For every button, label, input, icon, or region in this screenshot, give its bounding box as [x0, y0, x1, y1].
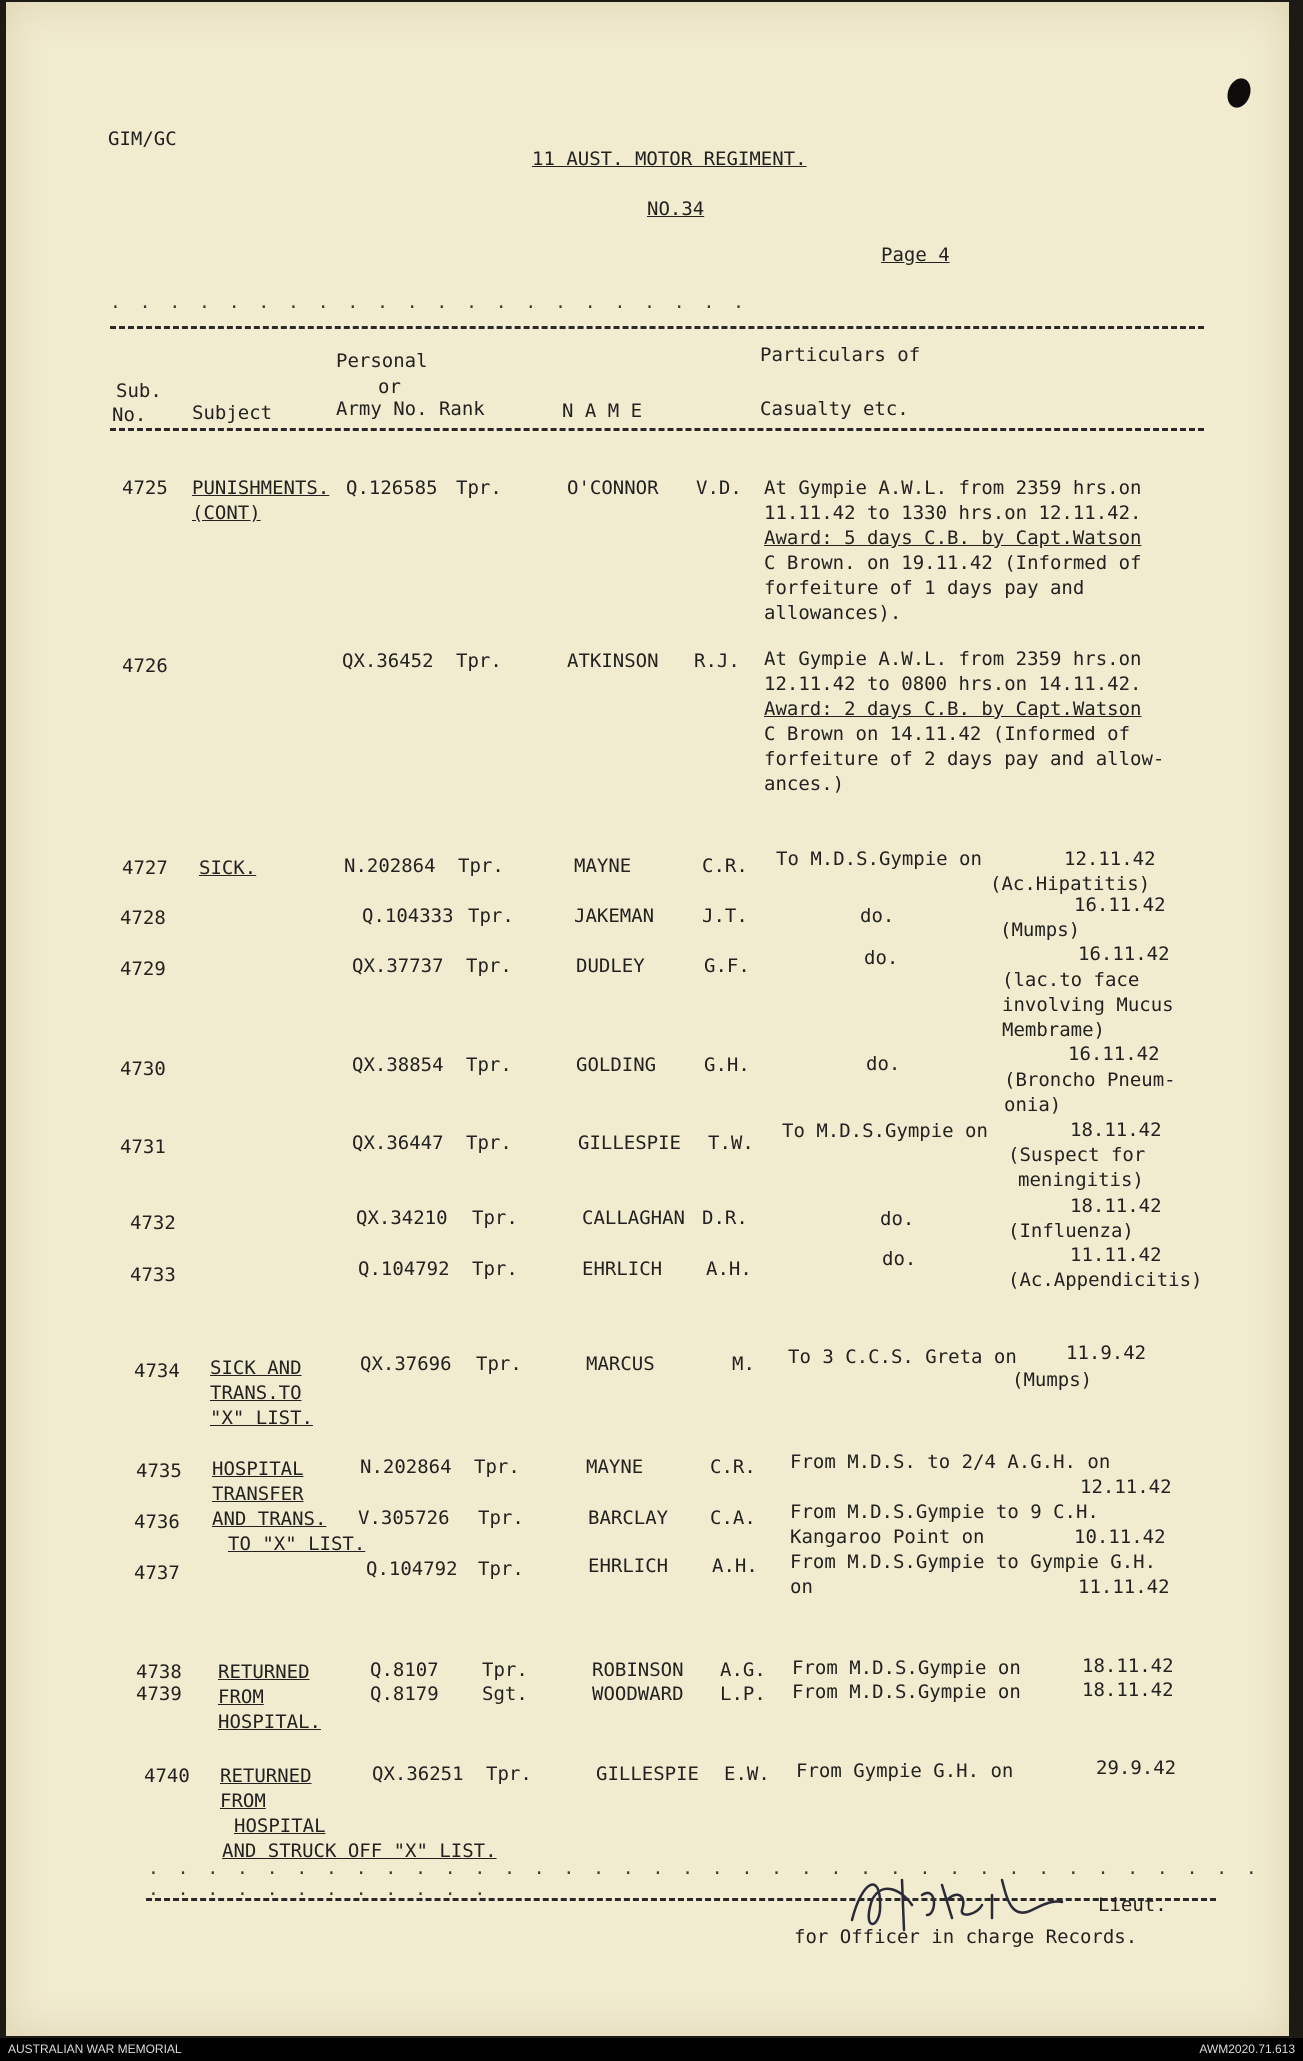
particulars-line: From Gympie G.H. on	[796, 1760, 1014, 1782]
surname: BARCLAY	[588, 1507, 669, 1529]
archive-item-id: AWM2020.71.613	[1199, 2042, 1295, 2056]
column-header-rule	[110, 428, 1204, 431]
army-no: QX.37737	[352, 955, 444, 977]
initials: M.	[732, 1353, 755, 1375]
particulars-line: From M.D.S. to 2/4 A.G.H. on	[790, 1451, 1111, 1473]
particulars-diagnosis: (lac.to face	[1002, 969, 1140, 991]
particulars-line: Kangaroo Point on	[790, 1526, 985, 1548]
entry-no: 4729	[120, 958, 166, 980]
army-no: V.305726	[358, 1507, 450, 1529]
entry-no: 4733	[130, 1264, 176, 1286]
army-no: N.202864	[344, 855, 436, 877]
col-or-label: or	[378, 376, 401, 398]
army-no: QX.36251	[372, 1763, 464, 1785]
particulars-date: 12.11.42	[1080, 1476, 1172, 1498]
initials: D.R.	[702, 1207, 748, 1229]
particulars-line: C Brown. on 19.11.42 (Informed of	[764, 552, 1142, 574]
particulars-diagnosis: (Suspect for	[1008, 1144, 1146, 1166]
army-no: QX.36447	[352, 1132, 444, 1154]
surname: GILLESPIE	[578, 1132, 681, 1154]
initials: C.R.	[710, 1456, 756, 1478]
entry-no: 4728	[120, 907, 166, 929]
particulars-line: To 3 C.C.S. Greta on	[788, 1346, 1017, 1368]
archive-footer	[0, 2038, 1303, 2061]
entry-no: 4725	[122, 477, 168, 499]
surname: JAKEMAN	[574, 905, 655, 927]
particulars-date: 16.11.42	[1078, 943, 1170, 965]
army-no: Q.104333	[362, 905, 454, 927]
particulars-date: 16.11.42	[1074, 894, 1166, 916]
particulars-diagnosis: (Broncho Pneum-	[1004, 1069, 1176, 1091]
surname: MAYNE	[574, 855, 632, 877]
particulars-date: 12.11.42	[1064, 848, 1156, 870]
particulars-date: 10.11.42	[1074, 1526, 1166, 1548]
particulars-ditto: do.	[882, 1248, 917, 1270]
initials: E.W.	[724, 1763, 770, 1785]
rank: Sgt.	[482, 1683, 528, 1705]
surname: EHRLICH	[582, 1258, 663, 1280]
surname: WOODWARD	[592, 1683, 684, 1705]
dotted-separator: . . . . . . . . . . . . . . . . . . . . . .	[110, 292, 748, 313]
entry-no: 4740	[144, 1765, 190, 1787]
particulars-date: 11.11.42	[1070, 1244, 1162, 1266]
initials: C.A.	[710, 1507, 756, 1529]
army-no: QX.36452	[342, 650, 434, 672]
initials: T.W.	[708, 1132, 754, 1154]
subject-punishments: PUNISHMENTS.	[192, 477, 330, 499]
entry-no: 4734	[134, 1360, 180, 1382]
particulars-diagnosis: (Mumps)	[1000, 919, 1081, 941]
particulars-ditto: do.	[866, 1053, 901, 1075]
subject-sick-trans-2: TRANS.TO	[210, 1382, 302, 1404]
particulars-diagnosis: (Ac.Hipatitis)	[990, 873, 1151, 895]
army-no: QX.37696	[360, 1353, 452, 1375]
particulars-line: 11.11.42 to 1330 hrs.on 12.11.42.	[764, 502, 1142, 524]
subject-returned-1: RETURNED	[218, 1661, 310, 1683]
rank: Tpr.	[472, 1258, 518, 1280]
initials: C.R.	[702, 855, 748, 877]
particulars-date: 18.11.42	[1070, 1195, 1162, 1217]
subject-returned-struck-4: AND STRUCK OFF "X" LIST.	[222, 1840, 497, 1862]
surname: ROBINSON	[592, 1659, 684, 1681]
subject-returned-struck-1: RETURNED	[220, 1765, 312, 1787]
surname: DUDLEY	[576, 955, 645, 977]
particulars-line: From M.D.S.Gympie to Gympie G.H.	[790, 1551, 1157, 1573]
surname: CALLAGHAN	[582, 1207, 685, 1229]
punch-hole-mark	[1224, 75, 1255, 111]
col-particulars-label: Particulars of	[760, 344, 921, 366]
particulars-ditto: do.	[860, 905, 895, 927]
particulars-diagnosis: involving Mucus	[1002, 994, 1174, 1016]
entry-no: 4727	[122, 857, 168, 879]
particulars-diagnosis: onia)	[1004, 1094, 1062, 1116]
subject-sick-trans-3: "X" LIST.	[210, 1407, 313, 1429]
rank: Tpr.	[466, 1132, 512, 1154]
particulars-date: 18.11.42	[1070, 1119, 1162, 1141]
col-sub-label: Sub.	[116, 380, 162, 402]
subject-hospital-transfer-2: TRANSFER	[212, 1483, 304, 1505]
page-number: Page 4	[881, 244, 950, 266]
army-no: Q.126585	[346, 477, 438, 499]
particulars-diagnosis: Membrame)	[1002, 1019, 1105, 1041]
subject-returned-2: FROM	[218, 1686, 264, 1708]
entry-no: 4726	[122, 655, 168, 677]
header-rule	[110, 326, 1204, 329]
rank: Tpr.	[478, 1507, 524, 1529]
entry-no: 4736	[134, 1511, 180, 1533]
surname: GOLDING	[576, 1054, 657, 1076]
surname: MAYNE	[586, 1456, 644, 1478]
particulars-line: From M.D.S.Gympie on	[792, 1657, 1021, 1679]
initials: V.D.	[696, 477, 742, 499]
subject-sick: SICK.	[199, 857, 257, 879]
particulars-ditto: do.	[864, 947, 899, 969]
army-no: Q.104792	[366, 1558, 458, 1580]
particulars-date: 18.11.42	[1082, 1655, 1174, 1677]
entry-no: 4735	[136, 1460, 182, 1482]
army-no: Q.104792	[358, 1258, 450, 1280]
particulars-date: 11.9.42	[1066, 1342, 1147, 1364]
document-reference: GIM/GC	[108, 128, 177, 150]
particulars-diagnosis: (Influenza)	[1008, 1220, 1134, 1242]
particulars-line: At Gympie A.W.L. from 2359 hrs.on	[764, 648, 1142, 670]
col-subject-label: Subject	[192, 402, 273, 424]
order-number: NO.34	[647, 198, 705, 220]
surname: GILLESPIE	[596, 1763, 699, 1785]
particulars-date: 29.9.42	[1096, 1757, 1177, 1779]
rank: Tpr.	[472, 1207, 518, 1229]
signatory-rank: Lieut.	[1098, 1894, 1167, 1916]
surname: ATKINSON	[567, 650, 659, 672]
subject-returned-struck-2: FROM	[220, 1790, 266, 1812]
particulars-date: 18.11.42	[1082, 1679, 1174, 1701]
subject-sick-trans-1: SICK AND	[210, 1357, 302, 1379]
rank: Tpr.	[456, 477, 502, 499]
rank: Tpr.	[466, 1054, 512, 1076]
particulars-line: forfeiture of 2 days pay and allow-	[764, 748, 1165, 770]
particulars-line: At Gympie A.W.L. from 2359 hrs.on	[764, 477, 1142, 499]
rank: Tpr.	[482, 1659, 528, 1681]
surname: O'CONNOR	[567, 477, 659, 499]
particulars-line: C Brown on 14.11.42 (Informed of	[764, 723, 1131, 745]
rank: Tpr.	[466, 955, 512, 977]
col-casualty-label: Casualty etc.	[760, 398, 909, 420]
unit-title: 11 AUST. MOTOR REGIMENT.	[532, 148, 807, 170]
document-page	[6, 2, 1289, 2036]
initials: A.G.	[720, 1659, 766, 1681]
particulars-line: forfeiture of 1 days pay and	[764, 577, 1085, 599]
particulars-line: From M.D.S.Gympie on	[792, 1681, 1021, 1703]
particulars-ditto: do.	[880, 1208, 915, 1230]
rank: Tpr.	[474, 1456, 520, 1478]
particulars-diagnosis: meningitis)	[1018, 1169, 1144, 1191]
army-no: Q.8179	[370, 1683, 439, 1705]
initials: A.H.	[712, 1555, 758, 1577]
rank: Tpr.	[468, 905, 514, 927]
rank: Tpr.	[476, 1353, 522, 1375]
dotted-separator: . . . . . . . . . . . . . . . . . . . . . . . . . . . . . . . . . . . . . . . . . . . . . . . . . .	[148, 1858, 1261, 1900]
particulars-line: To M.D.S.Gympie on	[782, 1120, 988, 1142]
entry-no: 4738	[136, 1661, 182, 1683]
subject-returned-3: HOSPITAL.	[218, 1711, 321, 1733]
entry-no: 4730	[120, 1058, 166, 1080]
particulars-date: 11.11.42	[1078, 1576, 1170, 1598]
rank: Tpr.	[478, 1558, 524, 1580]
particulars-line: allowances).	[764, 602, 902, 624]
particulars-line: From M.D.S.Gympie to 9 C.H.	[790, 1501, 1099, 1523]
particulars-line: Award: 5 days C.B. by Capt.Watson	[764, 527, 1142, 549]
surname: EHRLICH	[588, 1555, 669, 1577]
entry-no: 4732	[130, 1212, 176, 1234]
army-no: Q.8107	[370, 1659, 439, 1681]
col-personal-label: Personal	[336, 350, 428, 372]
subject-hospital-transfer-3: AND TRANS.	[212, 1508, 327, 1530]
initials: G.H.	[704, 1054, 750, 1076]
subject-hospital-transfer-1: HOSPITAL	[212, 1458, 304, 1480]
particulars-diagnosis: (Ac.Appendicitis)	[1008, 1269, 1203, 1291]
initials: J.T.	[702, 905, 748, 927]
particulars-line: ances.)	[764, 773, 845, 795]
col-no-label: No.	[112, 404, 147, 426]
initials: L.P.	[720, 1683, 766, 1705]
initials: R.J.	[694, 650, 740, 672]
signature-for-line: for Officer in charge Records.	[794, 1926, 1138, 1948]
entry-no: 4731	[120, 1136, 166, 1158]
subject-hospital-transfer-4: TO "X" LIST.	[228, 1533, 366, 1555]
particulars-date: 16.11.42	[1068, 1043, 1160, 1065]
rank: Tpr.	[456, 650, 502, 672]
particulars-line: 12.11.42 to 0800 hrs.on 14.11.42.	[764, 673, 1142, 695]
initials: A.H.	[706, 1258, 752, 1280]
archive-name: AUSTRALIAN WAR MEMORIAL	[8, 2042, 182, 2056]
subject-punishments-cont: (CONT)	[192, 502, 261, 524]
entry-no: 4737	[134, 1562, 180, 1584]
rank: Tpr.	[458, 855, 504, 877]
particulars-diagnosis: (Mumps)	[1012, 1369, 1093, 1391]
particulars-line: To M.D.S.Gympie on	[776, 848, 982, 870]
subject-returned-struck-3: HOSPITAL	[234, 1815, 326, 1837]
rank: Tpr.	[486, 1763, 532, 1785]
surname: MARCUS	[586, 1353, 655, 1375]
initials: G.F.	[704, 955, 750, 977]
particulars-line: on	[790, 1576, 813, 1598]
particulars-line: Award: 2 days C.B. by Capt.Watson	[764, 698, 1142, 720]
col-army-no-rank-label: Army No. Rank	[336, 398, 485, 420]
entry-no: 4739	[136, 1683, 182, 1705]
army-no: N.202864	[360, 1456, 452, 1478]
army-no: QX.38854	[352, 1054, 444, 1076]
col-name-label: N A M E	[562, 400, 643, 422]
army-no: QX.34210	[356, 1207, 448, 1229]
